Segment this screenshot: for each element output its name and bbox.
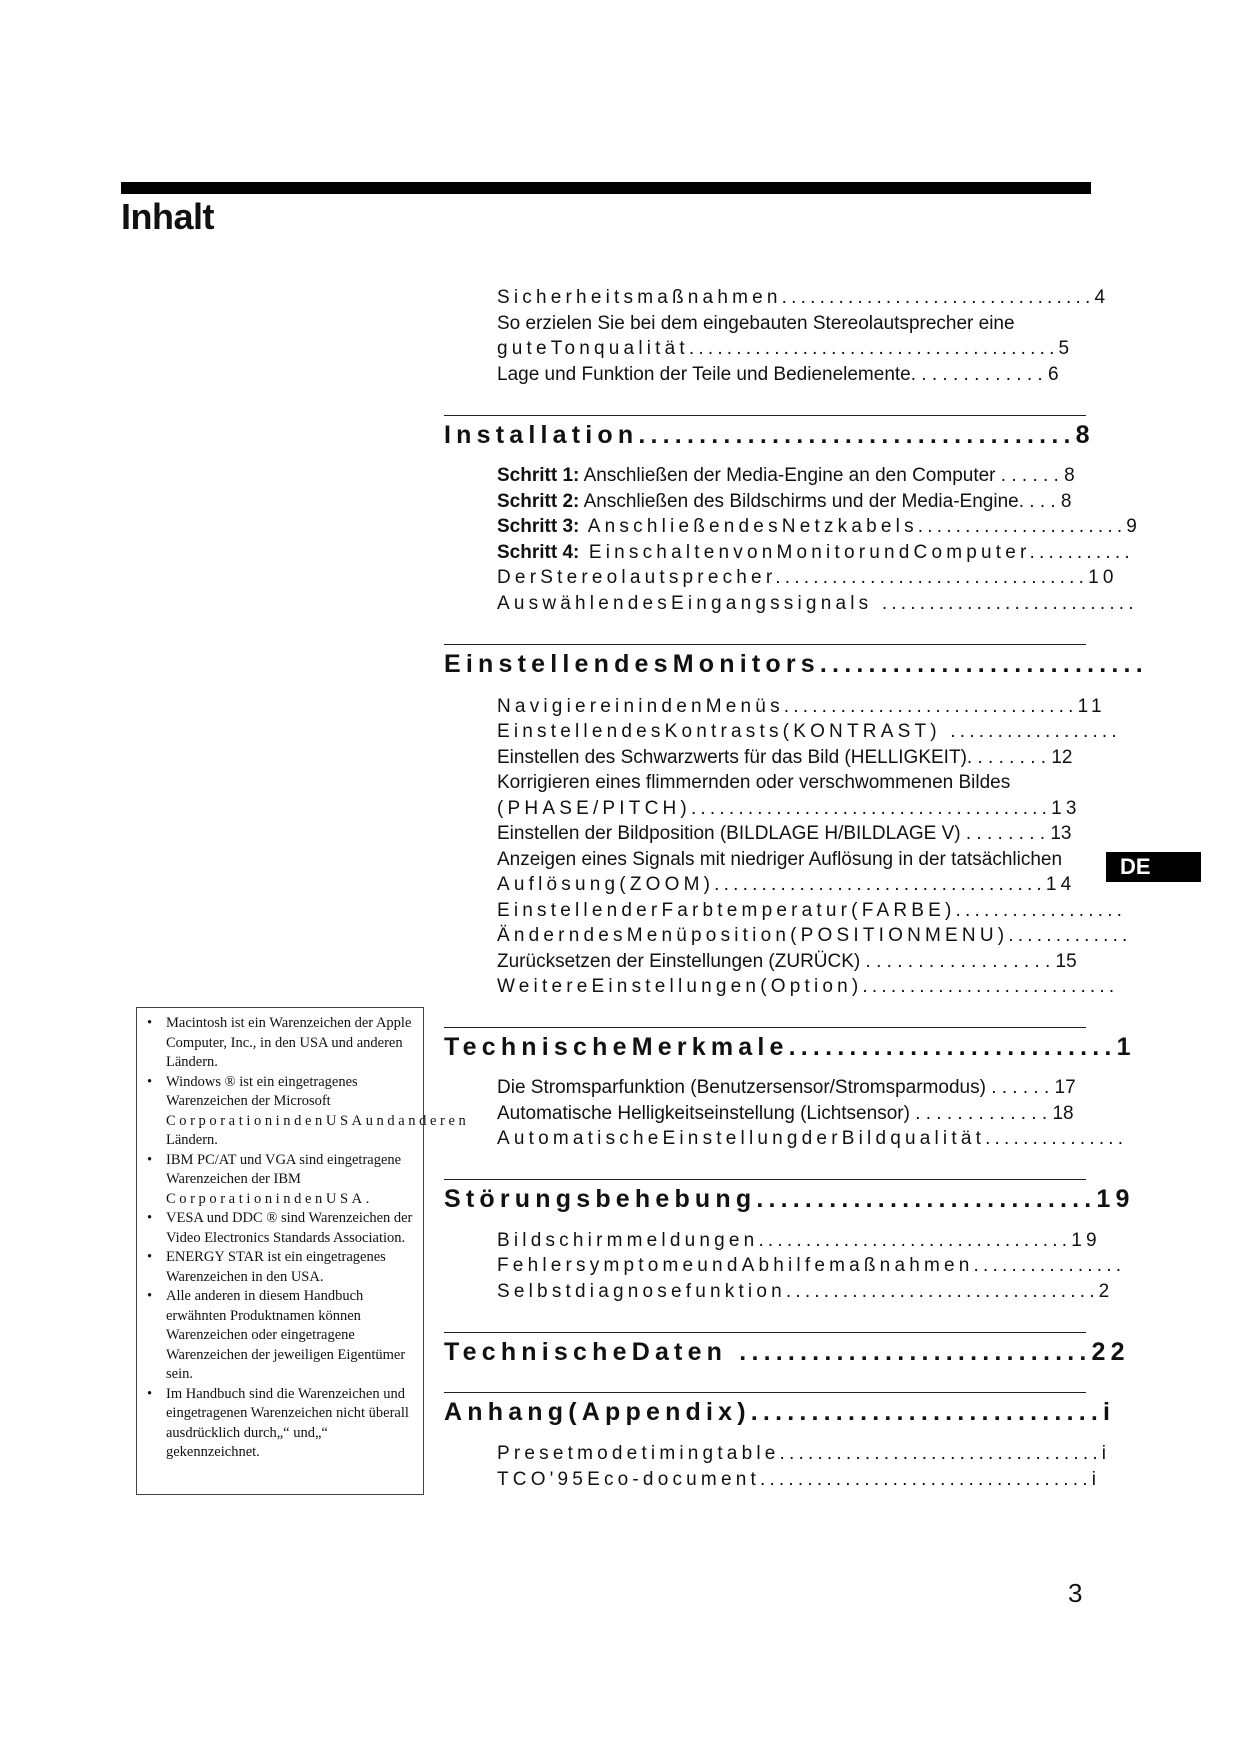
toc-entry-sicherheit[interactable]: Sicherheitsmaßnahmen.................................4 — [497, 287, 1110, 308]
trademark-item: • Alle anderen in diesem Handbuch erwähnten Produktnamen können Warenzeichen oder eingetragene Warenzeichen der jeweiligen Eigentümer sein. — [147, 1287, 415, 1385]
step-text: Anschließen der Media-Engine an den Computer . . . . . . 8 — [579, 465, 1075, 486]
step-text: Anschließen des Bildschirms und der Media-Engine. . . . 8 — [579, 491, 1072, 512]
toc-entry-preset-table[interactable]: Presetmodetimingtable..................................i — [497, 1443, 1111, 1464]
trademark-list — [147, 1014, 470, 1463]
step-label: Schritt 4: — [497, 542, 580, 563]
toc-entry-zoom-line2[interactable]: Auflösung(ZOOM)...................................14 — [497, 874, 1076, 895]
toc-entry-selbstdiagnose[interactable]: Selbstdiagnosefunktion.................................2 — [497, 1281, 1114, 1302]
toc-entry-kontrast[interactable]: EinstellendesKontrasts(KONTRAST) .................. — [497, 721, 1121, 742]
title-bar-rule — [121, 182, 1091, 194]
toc-entry-zurueck[interactable]: Zurücksetzen der Einstellungen (ZURÜCK) . . . . . . . . . . . . . . . . . . 15 — [497, 951, 1077, 972]
section-stoerungsbehebung[interactable]: Störungsbehebung............................19 — [444, 1185, 1135, 1213]
trademark-text: CorporationindenUSA. — [166, 1190, 373, 1207]
section-technische-daten[interactable]: TechnischeDaten .............................22 — [444, 1338, 1130, 1366]
trademark-item: • Im Handbuch sind die Warenzeichen und eingetragenen Warenzeichen nicht überall ausdrücklich durch„“ und„“ gekennzeichnet. — [147, 1385, 415, 1463]
toc-entry-stromspar[interactable]: Die Stromsparfunktion (Benutzersensor/Stromsparmodus) . . . . . . 17 — [497, 1077, 1076, 1098]
toc-entry-menueposition[interactable]: ÄnderndesMenüposition(POSITIONMENU)............. — [497, 925, 1132, 946]
trademark-item: • Macintosh ist ein Warenzeichen der Apple Computer, Inc., in den USA und anderen Ländern. — [147, 1014, 415, 1073]
section-rule — [444, 1332, 1086, 1333]
step-text: EinschaltenvonMonitorundComputer........... — [579, 542, 1134, 563]
trademark-text: Windows — [166, 1073, 221, 1090]
trademark-text: VESA und DDC — [166, 1210, 263, 1226]
toc-entry-tco[interactable]: TCO'95Eco-document...................................i — [497, 1469, 1101, 1490]
toc-entry-fehlersymptome[interactable]: FehlersymptomeundAbhilfemaßnahmen................ — [497, 1255, 1126, 1276]
toc-entry-lichtsensor[interactable]: Automatische Helligkeitseinstellung (Lichtsensor) . . . . . . . . . . . . . 18 — [497, 1103, 1074, 1124]
toc-entry-bildlage[interactable]: Einstellen der Bildposition (BILDLAGE H/BILDLAGE V) . . . . . . . . 13 — [497, 823, 1072, 844]
trademark-item — [147, 1151, 415, 1210]
section-anhang[interactable]: Anhang(Appendix).............................i — [444, 1398, 1116, 1426]
toc-entry-schritt-4[interactable] — [497, 540, 1241, 566]
registered-mark-icon: ® — [224, 1073, 236, 1090]
step-label: Schritt 2: — [497, 491, 580, 512]
language-badge: DE — [1106, 852, 1201, 882]
page-title: Inhalt — [121, 196, 214, 237]
section-rule — [444, 1027, 1086, 1028]
section-rule — [444, 1179, 1086, 1180]
trademark-text: CorporationindenUSAundanderen — [166, 1112, 470, 1129]
section-rule — [444, 644, 1086, 645]
toc-entry-schritt-3[interactable] — [497, 514, 1241, 540]
toc-entry-helligkeit[interactable]: Einstellen des Schwarzwerts für das Bild (HELLIGKEIT). . . . . . . . 12 — [497, 747, 1073, 768]
toc-entry-teile[interactable]: Lage und Funktion der Teile und Bedienelemente. . . . . . . . . . . . . 6 — [497, 364, 1059, 385]
trademark-text: sind Warenzeichen der Video Electronics Standards Association. — [166, 1210, 413, 1246]
trademark-item — [147, 1209, 415, 1248]
toc-entry-stereo-line2[interactable]: guteTonqualität.......................................5 — [497, 338, 1074, 359]
section-technische-merkmale[interactable]: TechnischeMerkmale...........................1 — [444, 1033, 1136, 1061]
trademark-item — [147, 1073, 470, 1151]
section-rule — [444, 415, 1086, 416]
trademark-text: ist ein eingetragenes Warenzeichen der Microsoft — [166, 1073, 358, 1109]
toc-entry-zoom-line1[interactable]: Anzeigen eines Signals mit niedriger Auflösung in der tatsächlichen — [497, 849, 1063, 870]
registered-mark-icon: ® — [266, 1210, 278, 1226]
toc-entry-meldungen[interactable]: Bildschirmmeldungen.................................19 — [497, 1230, 1101, 1251]
section-installation[interactable]: Installation....................................8 — [444, 421, 1095, 449]
toc-entry-eingangssignal[interactable]: AuswählendesEingangssignals ........................... — [497, 593, 1138, 614]
trademark-text: IBM PC/AT und VGA sind eingetragene Warenzeichen der IBM — [166, 1151, 402, 1187]
toc-entry-option[interactable]: WeitereEinstellungen(Option)........................... — [497, 976, 1119, 997]
trademark-item: • ENERGY STAR ist ein eingetragenes Warenzeichen in den USA. — [147, 1248, 415, 1287]
toc-entry-schritt-1[interactable] — [497, 463, 1241, 489]
toc-entry-bildqualitaet[interactable]: AutomatischeEinstellungderBildqualität............... — [497, 1128, 1128, 1149]
trademark-notice-box — [136, 1007, 470, 1495]
step-label: Schritt 3: — [497, 516, 580, 537]
toc-entry-flimmern-line2[interactable]: (PHASE/PITCH)......................................13 — [497, 798, 1081, 819]
step-text: AnschließendesNetzkabels......................9 — [579, 516, 1142, 537]
toc-entry-stereolautsprecher[interactable]: DerStereolautsprecher.................................10 — [497, 567, 1118, 588]
toc-entry-schritt-2[interactable] — [497, 489, 1241, 515]
toc-entry-menues[interactable]: NavigiereinindenMenüs...............................11 — [497, 696, 1106, 717]
section-einstellen-monitor[interactable]: EinstellendesMonitors........................... — [444, 650, 1148, 678]
toc-entry-farbtemperatur[interactable]: EinstellenderFarbtemperatur(FARBE).................. — [497, 900, 1127, 921]
section-rule — [444, 1392, 1086, 1393]
toc-entry-flimmern-line1[interactable]: Korrigieren eines flimmernden oder verschwommenen Bildes — [497, 772, 1011, 793]
step-label: Schritt 1: — [497, 465, 580, 486]
page-number: 3 — [1068, 1578, 1083, 1608]
trademark-text: Ländern. — [166, 1132, 218, 1148]
toc-entry-stereo-line1[interactable]: So erzielen Sie bei dem eingebauten Stereolautsprecher eine — [497, 313, 1015, 334]
